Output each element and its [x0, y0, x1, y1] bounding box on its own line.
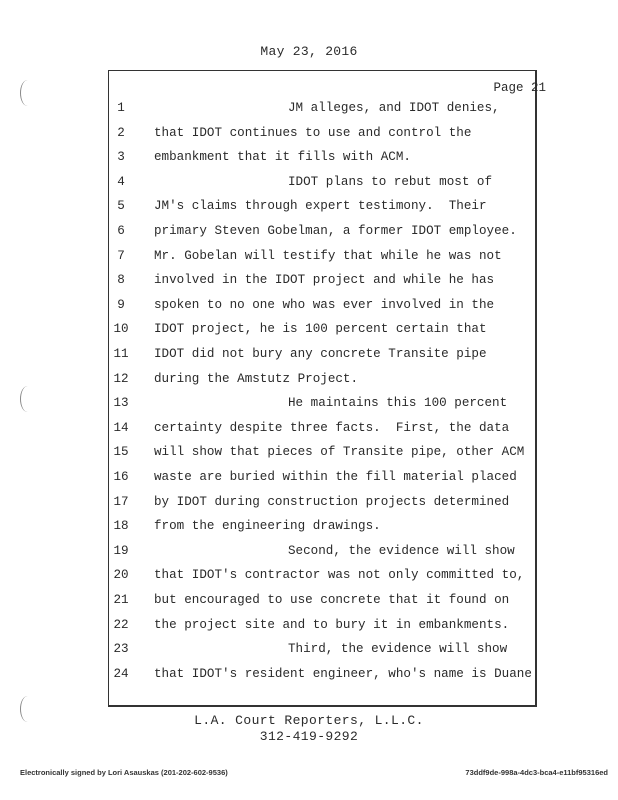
- transcript-line: [108, 470, 528, 494]
- line-number: 9: [117, 297, 125, 312]
- punch-hole-middle: [20, 386, 35, 412]
- line-number: 20: [113, 568, 129, 583]
- line-number: 11: [113, 347, 129, 361]
- transcript-line: [108, 519, 528, 543]
- transcript-date: May 23, 2016: [260, 44, 358, 59]
- transcript-line: [108, 618, 528, 642]
- line-number: 13: [113, 396, 129, 411]
- line-number: 15: [113, 445, 129, 460]
- line-number: 12: [113, 371, 129, 386]
- transcript-line: [108, 568, 528, 592]
- line-number: 5: [117, 199, 125, 214]
- line-number: 3: [117, 150, 125, 165]
- line-text: but encouraged to use concrete that it found on: [154, 593, 510, 607]
- electronic-signature: Electronically signed by Lori Asauskas (201-202-602-9536): [20, 768, 228, 777]
- transcript-line: [108, 372, 528, 396]
- line-number: 14: [113, 420, 129, 435]
- line-text: that IDOT's resident engineer, who's name is Duane: [154, 666, 532, 681]
- line-text: JM alleges, and IDOT denies,: [288, 101, 500, 115]
- transcript-line: [108, 396, 528, 420]
- transcript-line: [108, 298, 528, 322]
- transcript-line: [108, 421, 528, 445]
- line-text: primary Steven Gobelman, a former IDOT employee.: [154, 224, 517, 238]
- transcript-line: [108, 445, 528, 469]
- line-text: embankment that it fills with ACM.: [154, 150, 411, 165]
- line-text: from the engineering drawings.: [154, 519, 381, 534]
- line-text: Mr. Gobelan will testify that while he was not: [154, 248, 502, 263]
- transcript-line: [108, 175, 528, 199]
- transcript-line: [108, 642, 528, 666]
- line-text: IDOT project, he is 100 percent certain that: [154, 322, 487, 337]
- page-number: Page 21: [493, 81, 546, 95]
- line-text: during the Amstutz Project.: [154, 371, 359, 386]
- transcript-line: [108, 150, 528, 174]
- line-number: 7: [117, 248, 125, 263]
- line-number: 18: [113, 519, 129, 534]
- line-text: IDOT did not bury any concrete Transite pipe: [154, 347, 487, 361]
- transcript-line: [108, 126, 528, 150]
- line-text: spoken to no one who was ever involved in the: [154, 297, 495, 312]
- transcript-line: [108, 593, 528, 617]
- transcript-line: [108, 249, 528, 273]
- transcript-line: [108, 322, 528, 346]
- line-number: 16: [113, 470, 129, 484]
- line-number: 8: [117, 273, 125, 288]
- line-text: that IDOT continues to use and control the: [154, 125, 472, 140]
- transcript-line: [108, 101, 528, 125]
- line-text: that IDOT's contractor was not only committed to,: [154, 568, 525, 583]
- line-text: Second, the evidence will show: [288, 543, 515, 558]
- line-number: 23: [113, 642, 129, 657]
- line-number: 4: [117, 174, 125, 189]
- line-number: 6: [117, 224, 125, 238]
- line-text: by IDOT during construction projects determined: [154, 494, 510, 509]
- line-text: certainty despite three facts. First, the data: [154, 420, 510, 435]
- line-number: 10: [113, 322, 129, 337]
- line-text: the project site and to bury it in embankments.: [154, 617, 510, 632]
- line-number: 21: [113, 593, 129, 607]
- line-number: 24: [113, 666, 129, 681]
- reporter-phone: 312-419-9292: [259, 729, 359, 744]
- line-text: JM's claims through expert testimony. Their: [154, 199, 487, 214]
- line-text: IDOT plans to rebut most of: [288, 174, 493, 189]
- line-text: will show that pieces of Transite pipe, other ACM: [154, 445, 525, 460]
- punch-hole-top: [20, 80, 35, 106]
- transcript-line: [108, 224, 528, 248]
- line-text: Third, the evidence will show: [288, 642, 508, 657]
- line-number: 1: [117, 101, 125, 115]
- transcript-line: [108, 666, 532, 691]
- line-number: 2: [117, 125, 125, 140]
- line-text: waste are buried within the fill material placed: [154, 470, 517, 484]
- transcript-line: [108, 273, 528, 297]
- line-text: He maintains this 100 percent: [288, 396, 508, 411]
- reporter-company: L.A. Court Reporters, L.L.C.: [194, 713, 424, 728]
- line-number: 17: [113, 494, 129, 509]
- line-number: 22: [113, 617, 129, 632]
- transcript-line: [108, 495, 528, 519]
- transcript-line: [108, 199, 528, 223]
- document-hash: 73ddf9de-998a-4dc3-bca4-e11bf95316ed: [465, 768, 608, 777]
- transcript-line: [108, 347, 528, 371]
- transcript-line: [108, 544, 528, 568]
- line-number: 19: [113, 543, 129, 558]
- line-text: involved in the IDOT project and while he has: [154, 273, 495, 288]
